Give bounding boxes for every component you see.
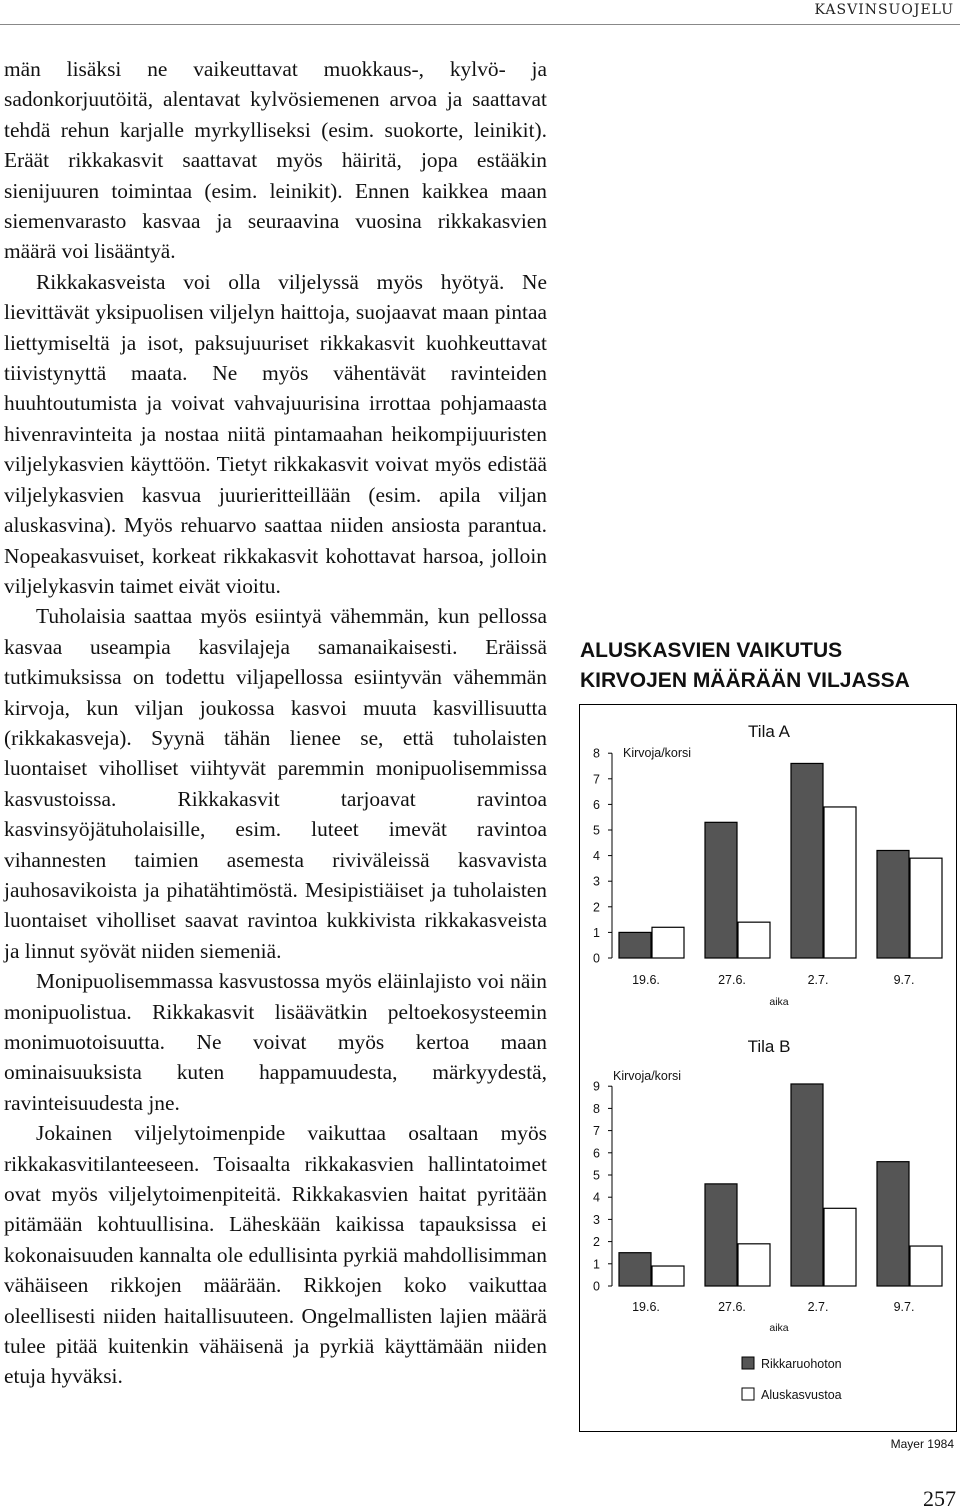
bar <box>910 858 942 958</box>
bar <box>824 1208 856 1286</box>
x-tick-label: 27.6. <box>718 1300 746 1314</box>
chart-title: Tila A <box>748 722 790 741</box>
y-tick-label: 8 <box>593 1101 600 1116</box>
bar <box>791 1084 823 1286</box>
paragraph: Tuholaisia saattaa myös esiintyä vähemmän, kun pellossa kasvaa useampia kasvilajeja samanaikaisesti. Eräissä tutkimuksissa on todettu viljapellossa esiintyvän vähemmän kirvoja, kun viljan joukossa kasvoi muuta kasvillisuutta (rikkakasveja). Syynä tähän lienee se, että tuholaisten luontaiset viholliset viihtyvät paremmin monipuolisemmissa kasvustoissa. Rikkakasvit tarjoavat ravintoa kasvinsyöjätuholaisille, esim. luteet imevät ravintoa vihannesten taimien asemesta riviväleissä kasvavista jauhosavikoista ja pihatähtimöstä. Mesipistiäiset ja tuholaisten luontaiset viholliset saavat ravintoa kukkivista rikkakasveista ja linnut syövät niiden siemeniä. <box>4 604 547 963</box>
bar <box>791 763 823 958</box>
bar <box>619 932 651 958</box>
bar <box>705 822 737 958</box>
x-axis-label: aika <box>769 996 789 1008</box>
bar <box>877 850 909 958</box>
y-tick-label: 1 <box>593 925 600 940</box>
y-axis-label: Kirvoja/korsi <box>623 746 692 760</box>
y-axis-label: Kirvoja/korsi <box>613 1069 682 1083</box>
bar <box>652 927 684 958</box>
bar <box>619 1253 651 1286</box>
y-tick-label: 0 <box>593 951 600 966</box>
bar <box>824 807 856 958</box>
paragraph: Rikkakasveista voi olla viljelyssä myös hyötyä. Ne lievittävät yksipuolisen viljelyn haittoja, suojaavat maan pintaa liettymiseltä ja isot, paksujuuriset rikkakasvit kuohkeuttavat tiivistynyttä maata. Ne myös vähentävät ravinteiden huuhtoutumista ja voivat vahvajuurisina irrottaa pohjamaasta hivenravinteita ja nostaa niitä pintamaahan heikompijuuristen viljelykasvien käyttöön. Tietyt rikkakasvit voivat myös edistää viljelykasvien kasvua juurieritteillään (esim. apila viljan aluskasvina). Myös rehuarvo saattaa niiden ansiosta parantua. Nopeakasvuiset, korkeat rikkakasvit kohottavat harsoa, jolloin viljelykasvin taimet eivät vioitu. <box>4 269 547 598</box>
y-tick-label: 2 <box>593 900 600 915</box>
paragraph: Jokainen viljelytoimenpide vaikuttaa osaltaan myös rikkakasvitilanteeseen. Toisaalta rikkakasvien hallintatoimet ovat myös viljelytoimenpiteitä. Rikkakasvien haitat pyritään pitämään kohtuullisina. Läheskään kaikissa tapauksissa ei kokonaisuuden kannalta ole edullisinta pyrkiä mahdollisimman vähäiseen rikkojen määrään. Rikkojen koko vaikuttaa oleellisesti niiden haitallisuuteen. Ongelmallisten lajien määrä tulee pitää kuitenkin vähäisenä ja pyrkiä käyttämään niiden etuja hyväksi. <box>4 1121 547 1389</box>
y-tick-label: 7 <box>593 772 600 787</box>
bar <box>652 1266 684 1286</box>
y-tick-label: 8 <box>593 746 600 761</box>
y-tick-label: 9 <box>593 1079 600 1094</box>
x-tick-label: 9.7. <box>893 973 915 987</box>
legend-swatch <box>742 1357 754 1369</box>
y-tick-label: 2 <box>593 1235 600 1250</box>
y-tick-label: 5 <box>593 1168 600 1183</box>
bar <box>910 1246 942 1286</box>
header-rule <box>0 24 960 25</box>
y-tick-label: 6 <box>593 1146 600 1161</box>
chart-title: Tila B <box>747 1037 791 1056</box>
legend-label: Aluskasvustoa <box>761 1388 842 1402</box>
figure-credit: Mayer 1984 <box>890 1437 954 1451</box>
y-tick-label: 4 <box>593 1190 600 1205</box>
x-tick-label: 19.6. <box>632 973 660 987</box>
y-tick-label: 4 <box>593 849 600 864</box>
y-tick-label: 3 <box>593 874 600 889</box>
x-tick-label: 9.7. <box>893 1300 915 1314</box>
y-tick-label: 3 <box>593 1212 600 1227</box>
bar-charts <box>579 704 957 1432</box>
legend-swatch <box>742 1388 754 1400</box>
y-tick-label: 0 <box>593 1279 600 1294</box>
page-number: 257 <box>923 1486 956 1511</box>
bar <box>738 1244 770 1286</box>
x-tick-label: 19.6. <box>632 1300 660 1314</box>
x-axis-label: aika <box>769 1322 789 1334</box>
paragraph: Monipuolisemmassa kasvustossa myös eläinlajisto voi näin monipuolistua. Rikkakasvit lisäävätkin peltoekosysteemin monimuotoisuutta. Ne voivat myös kertoa maan ominaisuuksista kuten happamuudesta, märkyydestä, ravinteisuudesta jne. <box>4 969 547 1115</box>
body-text <box>4 54 547 1392</box>
y-tick-label: 1 <box>593 1257 600 1272</box>
bar <box>705 1184 737 1286</box>
legend-label: Rikkaruohoton <box>761 1357 842 1371</box>
figure-title: ALUSKASVIEN VAIKUTUS KIRVOJEN MÄÄRÄÄN VILJASSA <box>580 639 910 692</box>
bar <box>738 922 770 958</box>
y-tick-label: 5 <box>593 823 600 838</box>
x-tick-label: 27.6. <box>718 973 746 987</box>
y-tick-label: 7 <box>593 1124 600 1139</box>
bar <box>877 1162 909 1286</box>
x-tick-label: 2.7. <box>807 973 829 987</box>
x-tick-label: 2.7. <box>807 1300 829 1314</box>
y-tick-label: 6 <box>593 797 600 812</box>
running-header: KASVINSUOJELU <box>814 2 954 18</box>
paragraph: män lisäksi ne vaikeuttavat muokkaus-, kylvö- ja sadonkorjuutöitä, alentavat kylvösiemenen arvoa ja saattavat tehdä rehun karjalle myrkylliseksi (esim. suokorte, leinikit). Eräät rikkakasvit saattavat myös häiritä, jopa estääkin sienijuuren toimintaa (esim. leinikit). Ennen kaikkea maan siemenvarasto kasvaa ja seuraavina vuosina rikkakasvien määrä voi lisääntyä. <box>4 57 547 264</box>
